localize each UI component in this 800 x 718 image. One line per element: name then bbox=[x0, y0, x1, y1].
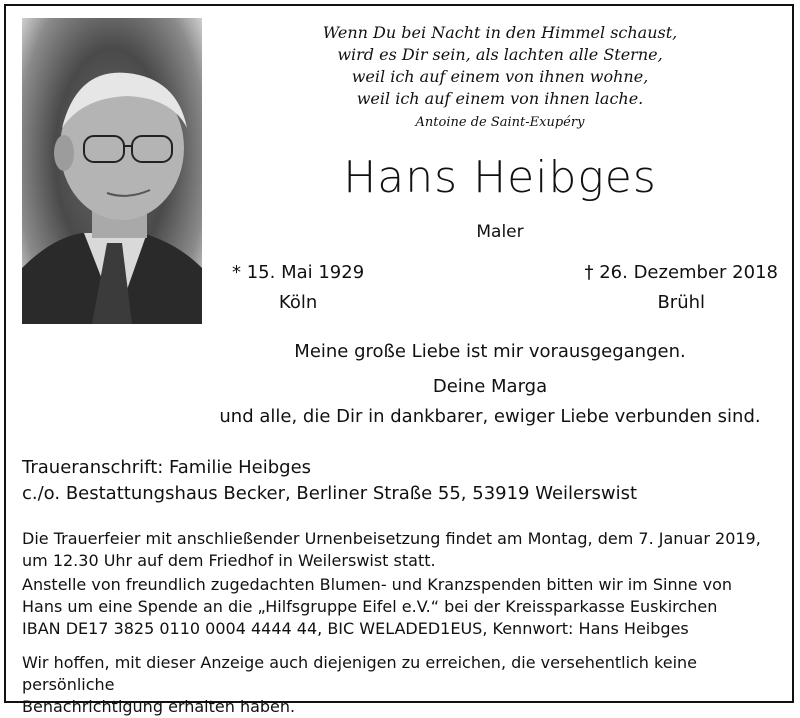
birth-place: Köln bbox=[278, 292, 318, 313]
address-line: Traueranschrift: Familie Heibges bbox=[22, 457, 312, 478]
portrait-illustration bbox=[22, 18, 202, 324]
death-date: † 26. Dezember 2018 bbox=[584, 262, 778, 283]
mourning-address bbox=[22, 455, 637, 507]
birth-date: * 15. Mai 1929 bbox=[232, 262, 365, 283]
quote-line: weil ich auf einem von ihnen wohne, bbox=[351, 67, 649, 86]
quote-author: Antoine de Saint-Exupéry bbox=[415, 115, 585, 130]
info-line: Benachrichtigung erhalten haben. bbox=[22, 697, 296, 716]
quote-line: Wenn Du bei Nacht in den Himmel schaust, bbox=[322, 23, 678, 42]
deceased-name: Hans Heibges bbox=[343, 152, 657, 203]
quote-line: weil ich auf einem von ihnen lache. bbox=[356, 89, 644, 108]
death-info bbox=[585, 258, 779, 318]
occupation: Maler bbox=[476, 222, 524, 242]
ceremony-info bbox=[22, 528, 782, 572]
quote-block bbox=[230, 22, 770, 134]
portrait-photo bbox=[22, 18, 202, 324]
donation-info bbox=[22, 574, 782, 640]
message-line-3: und alle, die Dir in dankbarer, ewiger Liebe verbunden sind. bbox=[219, 406, 761, 427]
info-line: IBAN DE17 3825 0110 0004 4444 44, BIC WELADED1EUS, Kennwort: Hans Heibges bbox=[22, 619, 689, 638]
birth-info bbox=[232, 258, 364, 318]
message-signature: Deine Marga bbox=[432, 376, 548, 397]
info-line: um 12.30 Uhr auf dem Friedhof in Weilerswist statt. bbox=[22, 551, 436, 570]
info-line: Anstelle von freundlich zugedachten Blumen- und Kranzspenden bitten wir im Sinne von bbox=[22, 575, 733, 594]
death-place: Brühl bbox=[657, 292, 706, 313]
notice-info bbox=[22, 652, 782, 718]
info-line: Wir hoffen, mit dieser Anzeige auch diejenigen zu erreichen, die versehentlich keine persönliche bbox=[22, 653, 697, 694]
message-line-1: Meine große Liebe ist mir vorausgegangen. bbox=[294, 341, 686, 362]
quote-line: wird es Dir sein, als lachten alle Sterne, bbox=[337, 45, 663, 64]
info-line: Hans um eine Spende an die „Hilfsgruppe Eifel e.V.“ bei der Kreissparkasse Euskirchen bbox=[22, 597, 718, 616]
info-line: Die Trauerfeier mit anschließender Urnenbeisetzung findet am Montag, dem 7. Januar 2019, bbox=[22, 529, 761, 548]
address-line: c./o. Bestattungshaus Becker, Berliner Straße 55, 53919 Weilerswist bbox=[22, 483, 638, 504]
